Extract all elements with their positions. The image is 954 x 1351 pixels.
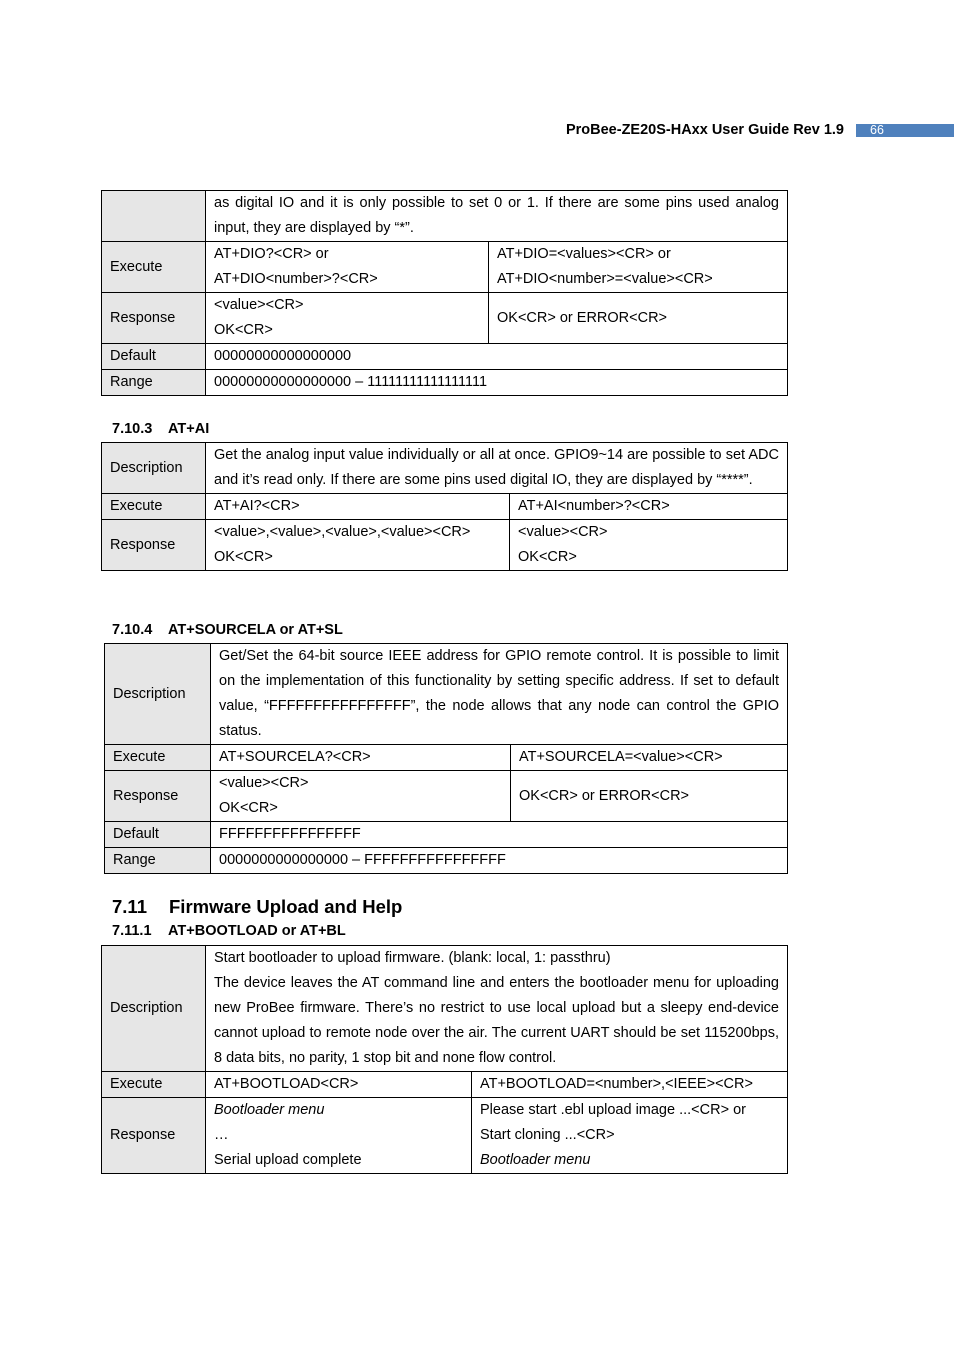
ai-execute-all: AT+AI?<CR> [206,494,510,520]
bl-execute-remote: AT+BOOTLOAD=<number>,<IEEE><CR> [472,1072,788,1098]
dio-default-value: 00000000000000000 [206,344,788,370]
ai-execute-one: AT+AI<number>?<CR> [510,494,788,520]
table-row [102,1098,788,1174]
table-row [102,242,788,293]
sl-description: Get/Set the 64-bit source IEEE address for GPIO remote control. It is possible to limit on the implementation of this functionality by setting specific address. If set to default value, “FFFFFFFFFFFFFFFF”, the node allows that any node can control the GPIO status. [211,644,788,745]
bl-execute-local: AT+BOOTLOAD<CR> [206,1072,472,1098]
table-row [102,520,788,571]
execute-label: Execute [102,242,206,293]
ai-response-one: <value><CR> OK<CR> [510,520,788,571]
range-label: Range [105,848,211,874]
table-row [102,191,788,242]
sl-execute-get: AT+SOURCELA?<CR> [211,745,511,771]
bootload-table [101,945,788,1174]
sourcela-table [104,643,788,874]
sl-default-value: FFFFFFFFFFFFFFFF [211,822,788,848]
table-row [105,644,788,745]
ai-response-all: <value>,<value>,<value>,<value><CR> OK<CR> [206,520,510,571]
table-row [102,494,788,520]
dio-range-value: 00000000000000000 – 11111111111111111 [206,370,788,396]
table-row [105,848,788,874]
sl-response-set: OK<CR> or ERROR<CR> [511,771,788,822]
dio-response-set: OK<CR> or ERROR<CR> [489,293,788,344]
table-row [102,1072,788,1098]
section-heading-ai: 7.10.3 AT+AI [112,421,210,437]
desc-label-cell [102,191,206,242]
table-row [102,370,788,396]
header-title: ProBee-ZE20S-HAxx User Guide Rev 1.9 [565,122,844,138]
table-row [102,344,788,370]
default-label: Default [105,822,211,848]
dio-description: as digital IO and it is only possible to set 0 or 1. If there are some pins used analog input, they are displayed by “*”. [206,191,788,242]
description-label: Description [102,946,206,1072]
execute-label: Execute [102,1072,206,1098]
ai-table [101,442,788,571]
response-label: Response [102,520,206,571]
execute-label: Execute [105,745,211,771]
response-label: Response [105,771,211,822]
sl-response-get: <value><CR> OK<CR> [211,771,511,822]
response-label: Response [102,1098,206,1174]
sl-execute-set: AT+SOURCELA=<value><CR> [511,745,788,771]
range-label: Range [102,370,206,396]
table-row [102,293,788,344]
table-row [105,822,788,848]
description-label: Description [102,443,206,494]
sl-range-value: 0000000000000000 – FFFFFFFFFFFFFFFF [211,848,788,874]
execute-label: Execute [102,494,206,520]
dio-execute-get: AT+DIO?<CR> or AT+DIO<number>?<CR> [206,242,489,293]
description-label: Description [105,644,211,745]
ai-description: Get the analog input value individually or all at once. GPIO9~14 are possible to set ADC and it’s read only. If there are some pins used digital IO, they are displayed by “****”. [206,443,788,494]
default-label: Default [102,344,206,370]
table-row [105,771,788,822]
table-row [102,946,788,1072]
dio-execute-set: AT+DIO=<values><CR> or AT+DIO<number>=<value><CR> [489,242,788,293]
bl-response-local: Bootloader menu … Serial upload complete [206,1098,472,1174]
section-heading-firmware: 7.11 Firmware Upload and Help [112,896,403,917]
section-heading-bootload: 7.11.1 AT+BOOTLOAD or AT+BL [112,923,346,939]
dio-table [101,190,788,396]
bl-response-remote: Please start .ebl upload image ...<CR> or Start cloning ...<CR> Bootloader menu [472,1098,788,1174]
table-row [102,443,788,494]
section-heading-sl: 7.10.4 AT+SOURCELA or AT+SL [112,622,343,638]
response-label: Response [102,293,206,344]
page-number: 66 [856,124,954,137]
bl-description: Start bootloader to upload firmware. (blank: local, 1: passthru) The device leaves the AT command line and enters the bootloader menu for uploading new ProBee firmware. There’s no restrict to use local upload but a sleepy end-device cannot upload to remote node over the air. The current UART should be set 115200bps, 8 data bits, no parity, 1 stop bit and none flow control. [206,946,788,1072]
table-row [105,745,788,771]
dio-response-get: <value><CR> OK<CR> [206,293,489,344]
